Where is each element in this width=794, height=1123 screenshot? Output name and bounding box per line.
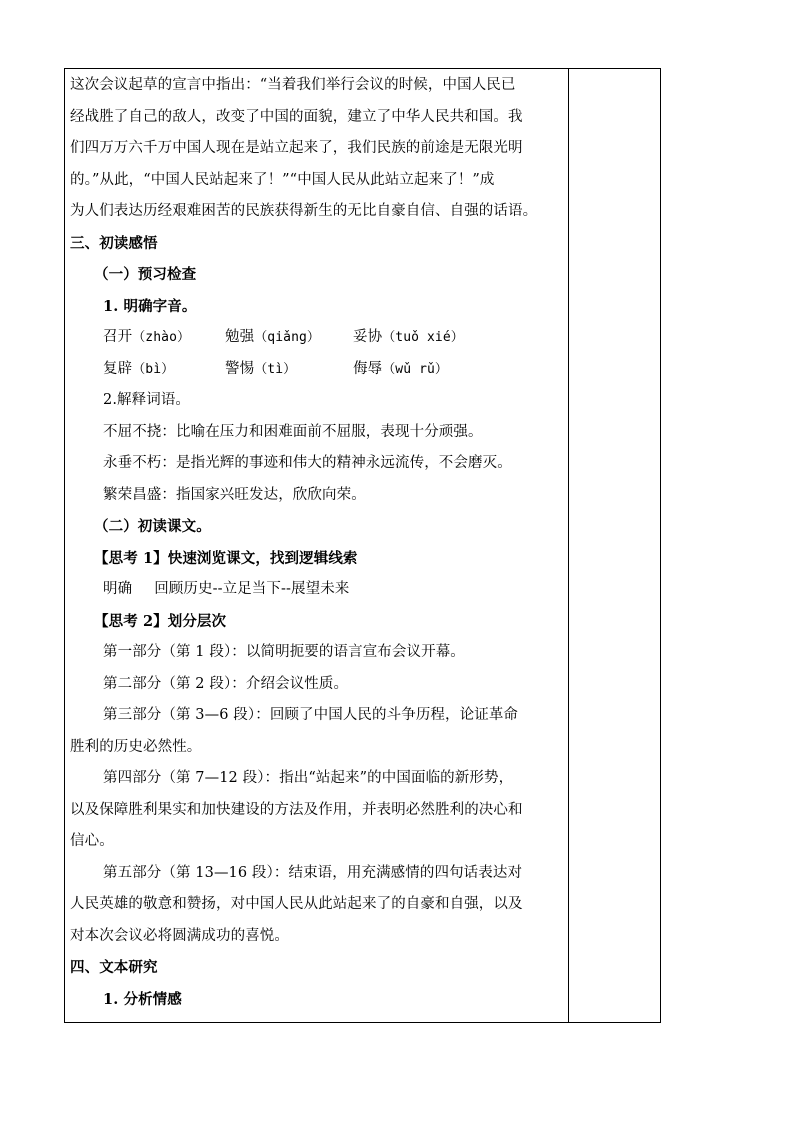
item-heading: 1. 分析情感 (103, 990, 182, 1008)
answer-line (70, 574, 566, 606)
pronunciation-item: 复辟（bì） (103, 360, 175, 377)
structure-line: 第三部分（第 3—6 段）：回顾了中国人民的斗争历程，论证革命 (103, 707, 519, 723)
intro-line: 们四万万六千万中国人现在是站立起来了，我们民族的前途是无限光明 (70, 140, 523, 156)
item-heading: 2.解释词语。 (103, 392, 191, 408)
pronunciation-item: 警惕（tì） (225, 360, 297, 377)
column-divider (568, 68, 569, 1023)
pronunciation-row (70, 322, 566, 354)
pronunciation-item: 勉强（qiǎng） (225, 329, 321, 345)
structure-line: 第二部分（第 2 段）：介绍会议性质。 (103, 675, 349, 692)
structure-line: 对本次会议必将圆满成功的喜悦。 (70, 927, 289, 944)
definition-line: 不屈不挠：比喻在压力和困难面前不屈服，表现十分顽强。 (103, 423, 483, 440)
definition-line: 永垂不朽：是指光辉的事迹和伟大的精神永远流传，不会磨灭。 (103, 455, 512, 471)
subsection-heading: （一）预习检查 (94, 266, 197, 283)
definition-line: 繁荣昌盛：指国家兴旺发达，欣欣向荣。 (103, 486, 366, 503)
section-heading: 三、初读感悟 (70, 234, 158, 252)
section-heading: 四、文本研究 (70, 959, 158, 976)
structure-line: 第四部分（第 7—12 段）：指出“站起来”的中国面临的新形势， (103, 770, 514, 786)
structure-line: 胜利的历史必然性。 (70, 738, 202, 755)
intro-line: 为人们表达历经艰难困苦的民族获得新生的无比自豪自信、自强的话语。 (70, 203, 538, 219)
structure-line: 第一部分（第 1 段）：以简明扼要的语言宣布会议开幕。 (103, 644, 465, 660)
answer-label: 明确 (103, 581, 133, 597)
item-heading: 1. 明确字音。 (103, 297, 197, 315)
lesson-content (70, 70, 566, 1015)
structure-line: 人民英雄的敬意和赞扬，对中国人民从此站起来了的自豪和自强，以及 (70, 896, 523, 912)
structure-line: 以及保障胜利果实和加快建设的方法及作用，并表明必然胜利的决心和 (70, 801, 523, 818)
intro-line: 这次会议起草的宣言中指出：“当着我们举行会议的时候，中国人民已 (70, 77, 516, 93)
pronunciation-item: 侮辱（wǔ rǔ） (353, 360, 449, 377)
subsection-heading: （二）初读课文。 (94, 518, 211, 535)
intro-line: 的。”从此，“中国人民站起来了！”“中国人民从此站立起来了！”成 (70, 171, 495, 188)
pronunciation-item: 召开（zhào） (103, 329, 191, 345)
pronunciation-item: 妥协（tuǒ xié） (353, 329, 464, 345)
structure-line: 第五部分（第 13—16 段）：结束语，用充满感情的四句话表达对 (103, 864, 523, 881)
intro-line: 经战胜了自己的敌人，改变了中国的面貌，建立了中华人民共和国。我 (70, 108, 523, 125)
think-question: 【思考 1】快速浏览课文，找到逻辑线索 (94, 549, 358, 567)
answer-text: 回顾历史--立足当下--展望未来 (154, 581, 350, 597)
structure-line: 信心。 (70, 833, 114, 849)
pronunciation-row (70, 354, 566, 386)
think-question: 【思考 2】划分层次 (94, 612, 227, 630)
